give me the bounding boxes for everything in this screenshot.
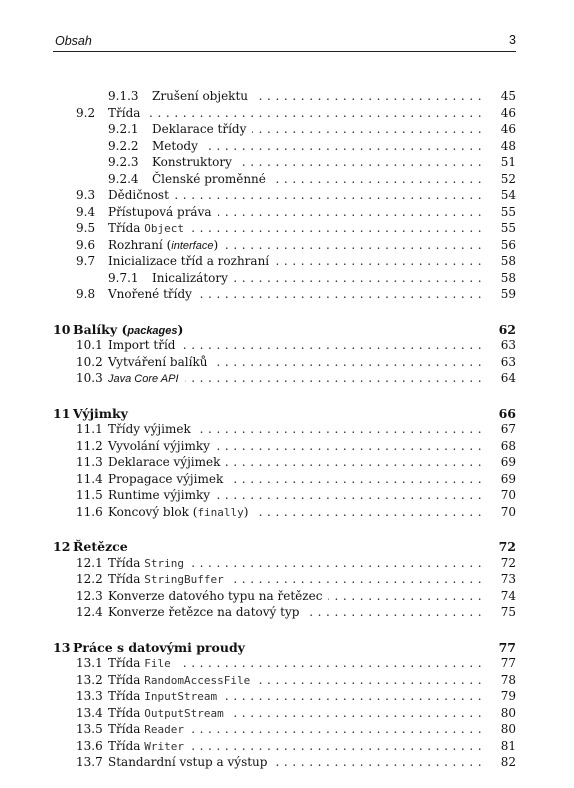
toc-entry xyxy=(0,237,574,254)
toc-dot-leader xyxy=(181,337,482,354)
toc-entry-title-part: Třída xyxy=(108,722,145,736)
toc-entry-page: 77 xyxy=(500,656,516,670)
toc-entry-page: 52 xyxy=(500,171,516,186)
toc-chapter-entry xyxy=(0,639,574,656)
toc-entry xyxy=(0,604,574,621)
toc-entry-title xyxy=(108,438,210,455)
toc-entry-number: 10 xyxy=(53,321,71,337)
toc-entry-number: 11.2 xyxy=(76,438,103,453)
toc-entry-title-part: Deklarace třídy xyxy=(152,122,247,136)
toc-entry-title-part: packages xyxy=(127,324,178,337)
toc-entry-number: 9.7 xyxy=(76,254,96,268)
toc-entry-title-part: Reader xyxy=(144,723,184,736)
toc-entry-title-part: OutputStream xyxy=(144,706,224,720)
toc-entry-page: 74 xyxy=(500,588,516,603)
toc-entry xyxy=(0,337,574,354)
toc-entry xyxy=(0,105,574,122)
toc-entry xyxy=(0,672,574,689)
toc-entry-title xyxy=(152,154,232,171)
toc-dot-leader xyxy=(254,88,482,105)
toc-entry-number: 9.2.1 xyxy=(108,122,139,136)
toc-entry-title xyxy=(73,405,128,422)
toc-entry-page: 46 xyxy=(500,122,516,136)
toc-entry-title-part: Třída xyxy=(108,689,145,703)
toc-entry-title xyxy=(108,688,217,705)
toc-chapter-entry xyxy=(0,538,574,555)
toc-entry xyxy=(0,454,574,471)
toc-entry-number: 13.3 xyxy=(76,689,103,703)
toc-entry-title xyxy=(108,237,218,255)
toc-entry xyxy=(0,121,574,138)
toc-entry-title-part: Java Core API xyxy=(108,373,179,385)
toc-entry-title-part: File xyxy=(144,657,171,670)
toc-entry-title-part: Přístupová práva xyxy=(108,204,212,219)
toc-entry-title xyxy=(108,721,184,738)
toc-entry xyxy=(0,421,574,438)
toc-entry-title-part: ) xyxy=(243,504,249,519)
toc-dot-leader xyxy=(328,588,482,605)
toc-dot-leader xyxy=(213,354,482,371)
toc-entry-page: 78 xyxy=(500,672,516,687)
toc-entry-page: 80 xyxy=(500,705,516,720)
toc-entry-title xyxy=(108,105,140,122)
toc-entry-title-part: Object xyxy=(144,222,184,235)
toc-entry-title-part: Třída xyxy=(108,738,145,753)
toc-dot-leader xyxy=(197,421,482,438)
running-header-title: Obsah xyxy=(55,34,92,48)
toc-entry-number: 10.1 xyxy=(76,338,103,352)
toc-entry-title-part: Runtime výjimky xyxy=(108,488,210,502)
toc-entry-title-part: Vyvolání výjimky xyxy=(108,438,210,453)
toc-entry-page: 68 xyxy=(500,438,516,453)
toc-entry-title xyxy=(108,337,175,354)
toc-entry-title xyxy=(108,738,184,755)
toc-entry-title xyxy=(108,555,184,572)
toc-dot-leader xyxy=(252,121,482,138)
toc-entry-title-part: StringBuffer xyxy=(144,573,224,586)
toc-entry-title xyxy=(108,672,250,689)
toc-dot-leader xyxy=(146,105,482,122)
toc-entry-number: 12 xyxy=(53,539,71,554)
toc-entry-title xyxy=(108,187,169,204)
toc-entry-page: 75 xyxy=(500,605,516,619)
toc-entry xyxy=(0,655,574,672)
toc-entry xyxy=(0,370,574,387)
toc-entry-page: 77 xyxy=(498,639,516,655)
toc-entry-title xyxy=(108,588,322,605)
toc-entry-title-part: Členské proměnné xyxy=(152,171,266,186)
toc-entry-number: 11.6 xyxy=(76,504,103,519)
toc-entry-page: 72 xyxy=(498,539,516,554)
toc-dot-leader xyxy=(230,705,482,722)
toc-entry-page: 79 xyxy=(500,689,516,703)
toc-entry-page: 73 xyxy=(500,572,516,586)
toc-entry xyxy=(0,471,574,488)
toc-dot-leader xyxy=(216,487,482,504)
toc-entry-number: 13.6 xyxy=(76,738,103,753)
toc-entry-title-part: Řetězce xyxy=(73,539,128,554)
toc-entry xyxy=(0,286,574,303)
toc-entry xyxy=(0,171,574,188)
toc-entry-title xyxy=(108,253,269,270)
toc-entry xyxy=(0,738,574,755)
toc-dot-leader xyxy=(223,688,482,705)
toc-dot-leader xyxy=(185,370,482,387)
toc-entry-page: 70 xyxy=(500,504,516,519)
toc-entry-number: 13.7 xyxy=(76,755,103,769)
toc-entry-title-part: Konverze datového typu na řetězec xyxy=(108,588,323,603)
toc-dot-leader xyxy=(254,504,482,521)
toc-entry xyxy=(0,487,574,504)
toc-entry-title-part: Import tříd xyxy=(108,338,176,352)
toc-dot-leader xyxy=(273,754,482,771)
toc-entry-page: 56 xyxy=(500,237,516,252)
toc-entry-page: 46 xyxy=(500,105,516,120)
toc-entry-page: 45 xyxy=(500,89,516,103)
toc-entry-page: 70 xyxy=(500,488,516,502)
toc-entry-page: 64 xyxy=(500,371,516,385)
toc-dot-leader xyxy=(275,253,482,270)
toc-entry-page: 58 xyxy=(500,254,516,268)
toc-entry-title xyxy=(108,655,171,672)
toc-entry-title-part: Třída xyxy=(108,705,145,720)
toc-entry-title xyxy=(152,171,266,188)
toc-entry xyxy=(0,204,574,221)
toc-entry-title xyxy=(108,754,267,771)
toc-entry-page: 63 xyxy=(500,354,516,369)
toc-entry xyxy=(0,438,574,455)
toc-entry-title-part: Inicializace tříd a rozhraní xyxy=(108,254,270,268)
toc-entry-title-part: Konstruktory xyxy=(152,155,232,169)
toc-dot-leader xyxy=(272,171,482,188)
toc-entry-title-part: Balíky ( xyxy=(73,321,128,337)
toc-dot-leader xyxy=(256,672,482,689)
toc-entry-number: 9.1.3 xyxy=(108,89,139,103)
toc-entry-number: 11.4 xyxy=(76,471,103,486)
toc-entry-number: 9.4 xyxy=(76,204,96,219)
toc-entry-page: 69 xyxy=(500,455,516,469)
toc-entry-title xyxy=(108,705,224,722)
toc-dot-leader xyxy=(238,154,482,171)
toc-entry-page: 69 xyxy=(500,471,516,486)
toc-entry-title xyxy=(152,270,228,287)
toc-entry-title-part: ) xyxy=(177,321,184,337)
toc-entry-title-part: RandomAccessFile xyxy=(144,673,251,687)
toc-dot-leader xyxy=(305,604,482,621)
toc-dot-leader xyxy=(224,237,482,254)
toc-entry-number: 11.3 xyxy=(76,455,103,469)
toc-dot-leader xyxy=(177,655,482,672)
toc-entry xyxy=(0,754,574,771)
toc-entry-title xyxy=(108,354,207,371)
toc-entry-number: 9.3 xyxy=(76,188,96,202)
toc-entry-number: 9.5 xyxy=(76,221,96,235)
toc-entry-title-part: Práce s datovými proudy xyxy=(73,639,245,655)
toc-entry-page: 54 xyxy=(500,188,516,202)
toc-dot-leader xyxy=(218,204,482,221)
toc-entry-title-part: Třída xyxy=(108,672,145,687)
toc-dot-leader xyxy=(204,138,482,155)
toc-entry-number: 10.2 xyxy=(76,354,103,369)
toc-entry-number: 9.6 xyxy=(76,237,96,252)
toc-entry-title-part: String xyxy=(144,556,184,570)
toc-dot-leader xyxy=(190,555,482,572)
toc-entry xyxy=(0,270,574,287)
toc-entry-number: 9.2.4 xyxy=(108,171,139,186)
toc-entry-page: 48 xyxy=(500,138,516,153)
toc-entry-title-part: Vnořené třídy xyxy=(108,287,192,301)
toc-entry-title-part: finally xyxy=(197,505,244,519)
toc-entry-number: 12.1 xyxy=(76,555,103,570)
toc-entry-title-part: Propagace výjimek xyxy=(108,471,224,486)
toc-entry-number: 13 xyxy=(53,639,71,655)
toc-entry-title-part: ) xyxy=(213,237,219,252)
toc-entry-page: 55 xyxy=(500,221,516,235)
toc-entry-title xyxy=(108,487,210,504)
toc-dot-leader xyxy=(229,471,482,488)
toc-entry-page: 80 xyxy=(500,722,516,736)
toc-entry-number: 9.2.2 xyxy=(108,138,139,153)
toc-entry-title xyxy=(108,204,212,221)
toc-entry-title-part: Výjimky xyxy=(73,405,128,421)
toc-dot-leader xyxy=(226,454,482,471)
toc-entry-title-part: Standardní vstup a výstup xyxy=(108,755,268,769)
toc-entry-number: 9.2 xyxy=(76,105,96,120)
toc-entry-title xyxy=(108,421,191,438)
toc-entry xyxy=(0,220,574,237)
toc-dot-leader xyxy=(190,721,482,738)
toc-entry-number: 13.1 xyxy=(76,656,103,670)
toc-entry xyxy=(0,721,574,738)
toc-entry-page: 82 xyxy=(500,755,516,769)
toc-entry xyxy=(0,88,574,105)
toc-entry-number: 13.2 xyxy=(76,672,103,687)
toc-entry-number: 12.3 xyxy=(76,588,103,603)
toc-entry-title-part: InputStream xyxy=(144,690,218,703)
toc-entry-title xyxy=(108,571,224,588)
toc-entry xyxy=(0,154,574,171)
toc-entry-title-part: Třída xyxy=(108,572,145,586)
toc-entry-number: 9.7.1 xyxy=(108,270,139,285)
toc-entry-title xyxy=(108,370,179,388)
toc-entry-title xyxy=(152,121,246,138)
toc-entry-page: 63 xyxy=(500,338,516,352)
toc-entry-title-part: Třída xyxy=(108,105,141,120)
toc-entry-title-part: Metody xyxy=(152,138,198,153)
toc-entry-title xyxy=(108,604,299,621)
toc-entry-title-part: Třída xyxy=(108,656,145,670)
toc-entry-title-part: Vytváření balíků xyxy=(108,354,208,369)
toc-dot-leader xyxy=(198,286,482,303)
toc-entry-title-part: Konverze řetězce na datový typ xyxy=(108,605,300,619)
toc-dot-leader xyxy=(190,738,482,755)
toc-entry-title-part: Deklarace výjimek xyxy=(108,455,221,469)
toc-entry xyxy=(0,253,574,270)
toc-dot-leader xyxy=(190,220,482,237)
toc-entry-number: 9.2.3 xyxy=(108,155,139,169)
toc-dot-leader xyxy=(216,438,482,455)
toc-chapter-entry xyxy=(0,321,574,338)
toc-entry-number: 11.5 xyxy=(76,488,103,502)
toc-entry-title xyxy=(108,286,192,303)
toc-entry-title xyxy=(73,639,245,656)
toc-entry-title-part: interface xyxy=(171,239,214,252)
toc-entry-title xyxy=(108,504,248,521)
toc-entry xyxy=(0,555,574,572)
toc-entry-number: 11 xyxy=(53,405,71,421)
toc-entry-page: 58 xyxy=(500,270,516,285)
toc-entry-title-part: Inicalizátory xyxy=(152,270,228,285)
page-number: 3 xyxy=(509,33,516,47)
toc-entry-page: 81 xyxy=(500,738,516,753)
toc-entry-title xyxy=(73,538,128,555)
toc-entry-title-part: Koncový blok ( xyxy=(108,504,198,519)
toc-entry-page: 72 xyxy=(500,555,516,570)
toc-entry-title xyxy=(152,138,198,155)
toc-entry xyxy=(0,187,574,204)
toc-entry xyxy=(0,504,574,521)
toc-entry-title xyxy=(108,471,223,488)
toc-entry-page: 59 xyxy=(500,287,516,301)
toc-chapter-entry xyxy=(0,405,574,422)
toc-entry xyxy=(0,705,574,722)
toc-entry-number: 13.5 xyxy=(76,722,103,736)
toc-entry-number: 13.4 xyxy=(76,705,103,720)
toc-entry-number: 12.2 xyxy=(76,572,103,586)
toc-entry-page: 62 xyxy=(498,321,516,337)
toc-entry xyxy=(0,588,574,605)
toc-entry-page: 67 xyxy=(500,422,516,436)
toc-entry-title xyxy=(108,454,220,471)
toc-dot-leader xyxy=(230,571,482,588)
toc-entry-title-part: Třídy výjimek xyxy=(108,422,191,436)
toc-entry-number: 10.3 xyxy=(76,371,103,385)
toc-entry-title-part: Třída xyxy=(108,555,145,570)
toc-entry-number: 9.8 xyxy=(76,287,96,301)
toc-dot-leader xyxy=(175,187,482,204)
toc-entry-title-part: Dědičnost xyxy=(108,188,169,202)
toc-entry-number: 11.1 xyxy=(76,422,103,436)
toc-entry-title-part: Třída xyxy=(108,221,145,235)
toc-entry xyxy=(0,138,574,155)
toc-entry-number: 12.4 xyxy=(76,605,103,619)
toc-entry-title-part: Rozhraní ( xyxy=(108,237,172,252)
toc-dot-leader xyxy=(234,270,482,287)
toc-entry xyxy=(0,571,574,588)
toc-entry xyxy=(0,354,574,371)
toc-entry-title xyxy=(108,220,184,237)
toc-entry-page: 55 xyxy=(500,204,516,219)
toc-entry-title-part: Zrušení objektu xyxy=(152,89,248,103)
toc-entry-page: 51 xyxy=(500,155,516,169)
toc-entry xyxy=(0,688,574,705)
toc-entry-title-part: Writer xyxy=(144,739,184,753)
toc-entry-title xyxy=(152,88,248,105)
toc-entry-page: 66 xyxy=(498,405,516,421)
